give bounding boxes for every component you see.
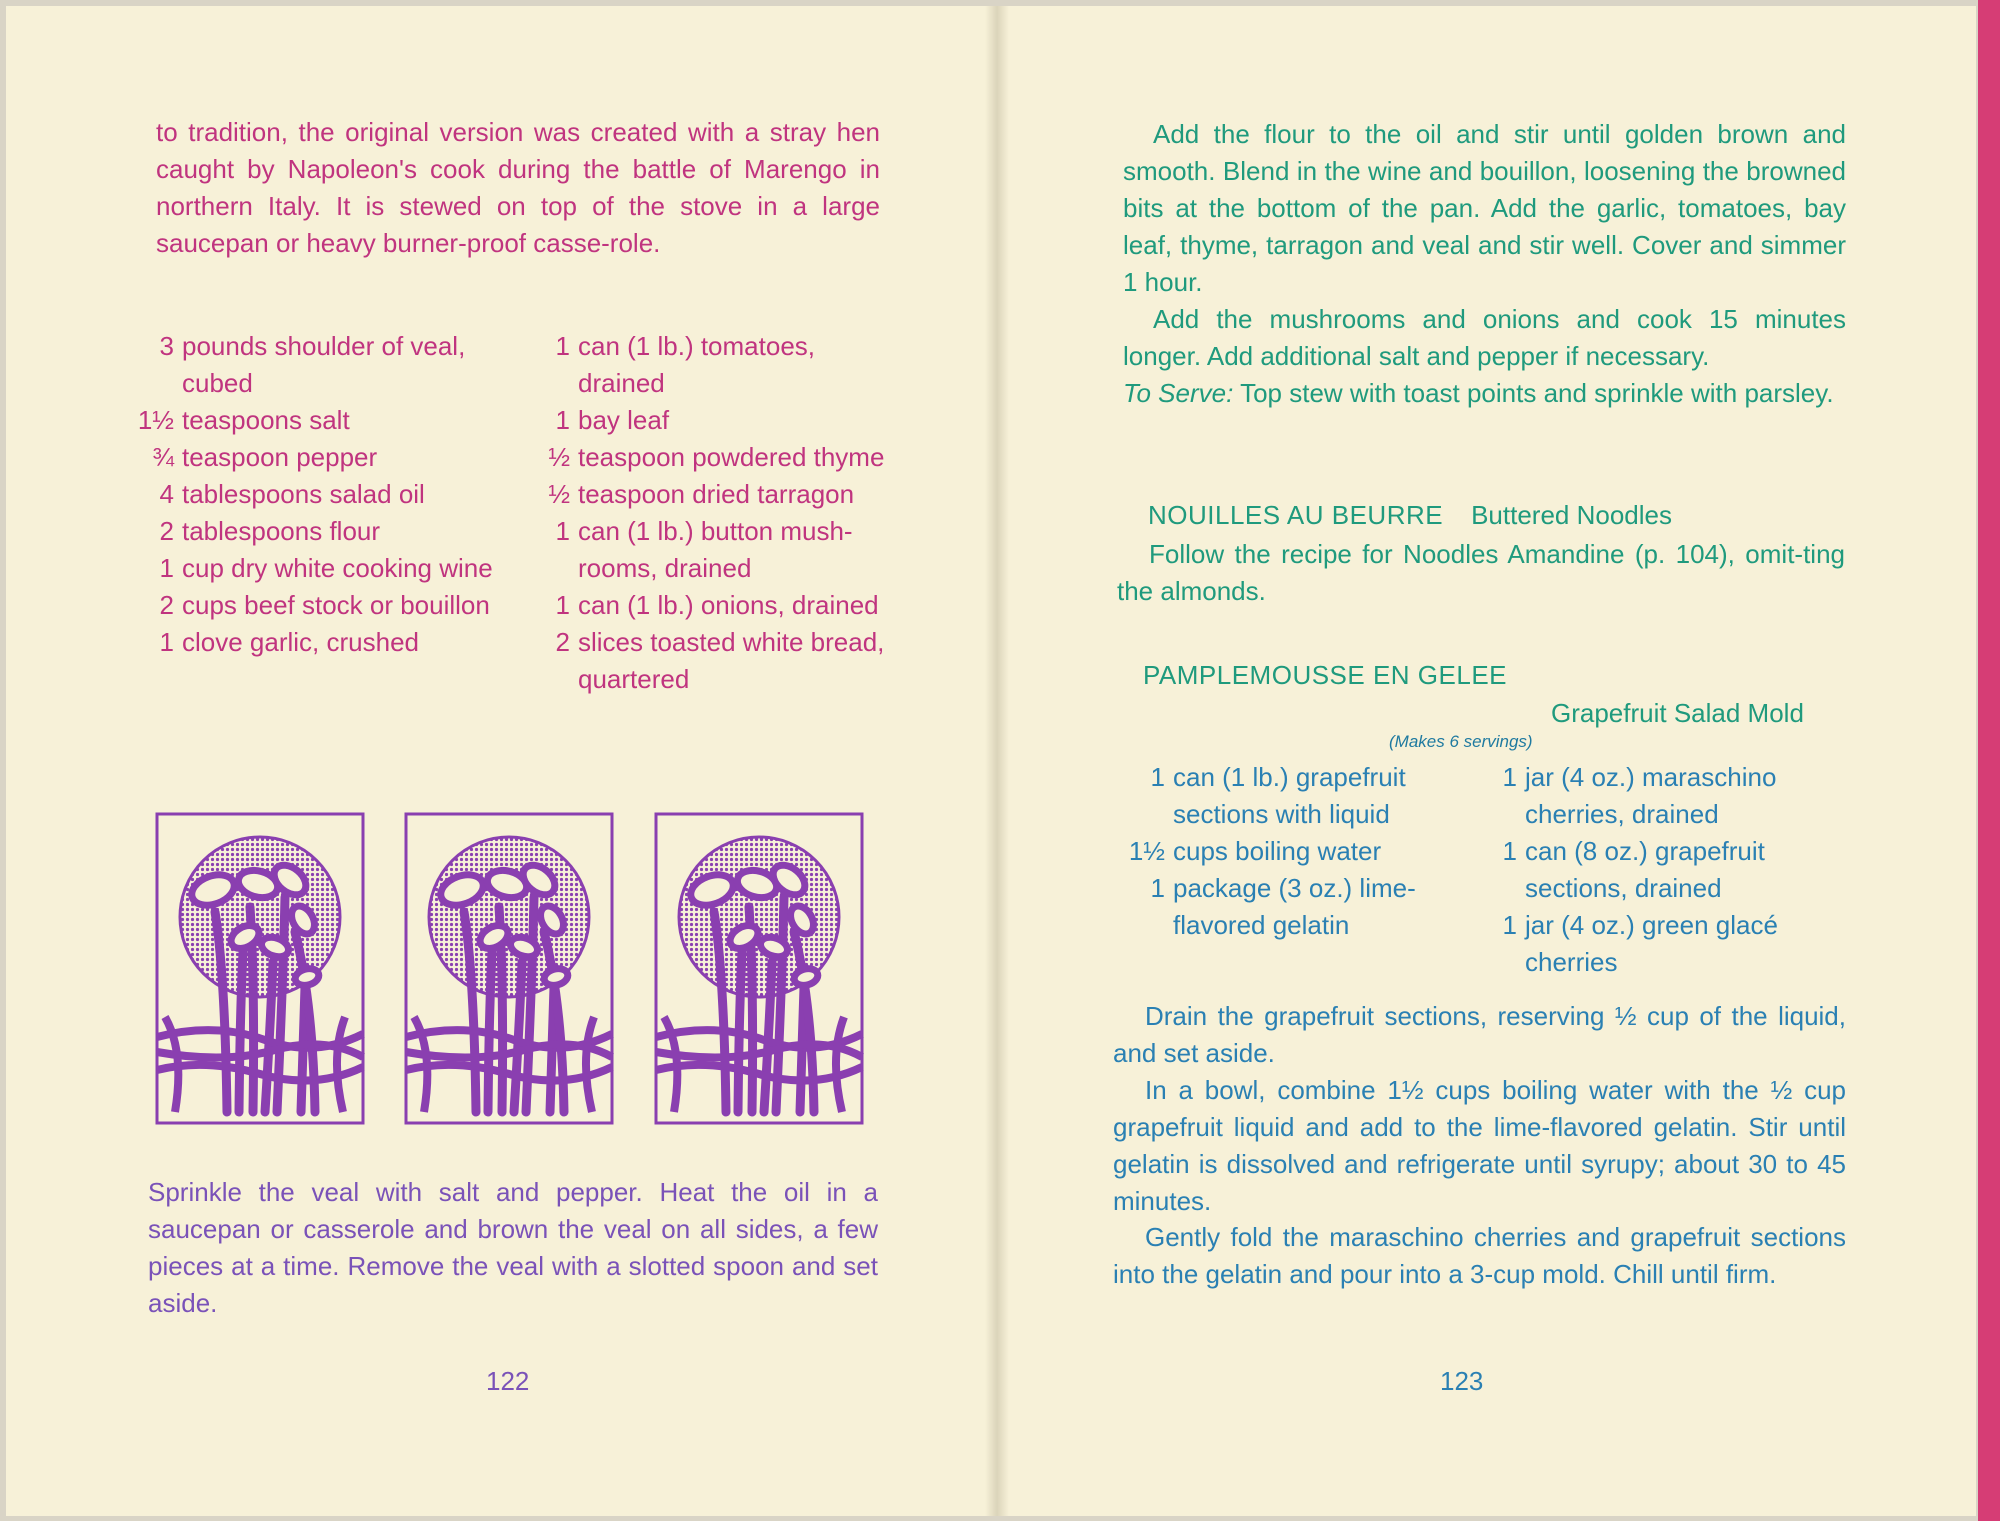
ingredients-left-column <box>124 328 509 661</box>
ingredient-item: 1 can (1 lb.) grapefruit sections with liquid <box>1150 762 1406 829</box>
ingredient-item: 2 slices toasted white bread, quartered <box>555 627 885 694</box>
salad-paragraph-2: In a bowl, combine 1½ cups boiling water with the ½ cup grapefruit liquid and add to the lime-flavored gelatin. Stir until gelatin is dissolved and refrigerate until syrupy; about 30 to 45 minutes. <box>1113 1075 1846 1216</box>
ingredient-item: 1½ teaspoons salt <box>137 405 350 435</box>
ingredient-item: 1 cup dry white cooking wine <box>159 553 493 583</box>
instructions-paragraph: Sprinkle the veal with salt and pepper. Heat the oil in a saucepan or casserole and brown the veal on all sides, a few pieces at a time. Remove the veal with a slotted spoon and set aside. <box>148 1177 878 1318</box>
ingredients-right-column <box>528 328 898 698</box>
ingredient-item: 1½ cups boiling water <box>1128 836 1382 866</box>
ingredient-item: 3 pounds shoulder of veal, cubed <box>159 331 466 398</box>
mushroom-decoration-icon <box>155 812 365 1125</box>
ingredient-item: ½ teaspoon dried tarragon <box>548 479 855 509</box>
salad-ingredients-left-column <box>1115 759 1450 944</box>
serve-paragraph <box>1123 375 1846 412</box>
ingredient-item: 1 can (1 lb.) onions, drained <box>555 590 879 620</box>
serve-label: To Serve: <box>1123 378 1234 408</box>
salad-ingredients-right-column <box>1475 759 1805 981</box>
page-number: 123 <box>1440 1366 1484 1396</box>
salad-paragraph-3: Gently fold the maraschino cherries and grapefruit sections into the gelatin and pour into a 3-cup mold. Chill until firm. <box>1113 1222 1846 1289</box>
salad-subtitle: Grapefruit Salad Mold <box>1551 698 1804 728</box>
ingredient-item: 1 clove garlic, crushed <box>159 627 419 657</box>
salad-paragraph-1: Drain the grapefruit sections, reserving ½ cup of the liquid, and set aside. <box>1113 1001 1846 1068</box>
ingredient-item: ½ teaspoon powdered thyme <box>548 442 885 472</box>
book-edge <box>1978 0 2000 1521</box>
salad-servings: (Makes 6 servings) <box>1389 732 1533 751</box>
stew-paragraph-1: Add the flour to the oil and stir until golden brown and smooth. Blend in the wine and bouillon, loosening the browned bits at the bottom of the pan. Add the garlic, tomatoes, bay leaf, thyme, tarragon and veal and stir well. Cover and simmer 1 hour. <box>1123 119 1846 297</box>
stew-paragraph-2: Add the mushrooms and onions and cook 15 minutes longer. Add additional salt and pepper if necessary. <box>1123 304 1846 371</box>
mushroom-decoration-icon <box>654 812 864 1125</box>
ingredient-item: 1 bay leaf <box>555 405 670 435</box>
noodles-paragraph: Follow the recipe for Noodles Amandine (p. 104), omit-ting the almonds. <box>1117 539 1845 606</box>
ingredient-item: 1 package (3 oz.) lime-flavored gelatin <box>1150 873 1416 940</box>
ingredient-item: ¾ teaspoon pepper <box>152 442 378 472</box>
ingredient-item: 1 jar (4 oz.) maraschino cherries, drained <box>1502 762 1777 829</box>
ingredient-item: 1 jar (4 oz.) green glacé cherries <box>1502 910 1778 977</box>
ingredient-item: 1 can (1 lb.) tomatoes, drained <box>555 331 815 398</box>
ingredient-item: 1 can (1 lb.) button mush-rooms, drained <box>555 516 853 583</box>
noodles-heading: NOUILLES AU BEURRE Buttered Noodles <box>1148 500 1672 530</box>
ingredient-item: 2 cups beef stock or bouillon <box>159 590 490 620</box>
ingredient-item: 4 tablespoons salad oil <box>159 479 425 509</box>
ingredient-item: 2 tablespoons flour <box>159 516 381 546</box>
serve-text: Top stew with toast points and sprinkle with parsley. <box>1240 378 1834 408</box>
left-page <box>6 6 991 1516</box>
ingredient-item: 1 can (8 oz.) grapefruit sections, drained <box>1502 836 1765 903</box>
book-gutter <box>985 6 1009 1516</box>
intro-paragraph: to tradition, the original version was created with a stray hen caught by Napoleon's cook during the battle of Marengo in northern Italy. It is stewed on top of the stove in a large saucepan or heavy burner-proof casse-role. <box>156 117 880 258</box>
salad-heading: PAMPLEMOUSSE EN GELEE <box>1143 660 1508 690</box>
right-page <box>991 6 1976 1516</box>
page-number: 122 <box>486 1366 530 1396</box>
mushroom-decoration-icon <box>404 812 614 1125</box>
